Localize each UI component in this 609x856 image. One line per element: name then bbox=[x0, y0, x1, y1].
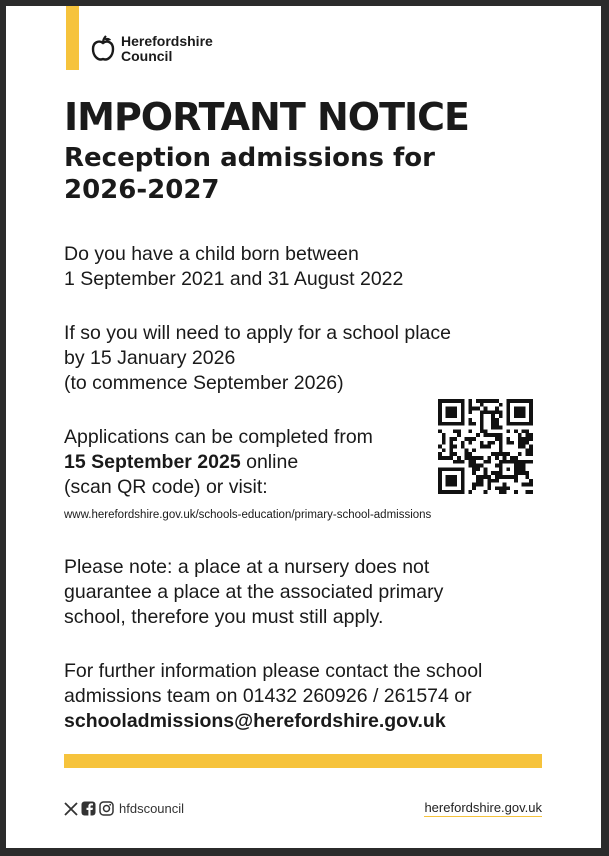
notice-subtitle: Reception admissions for 2026-2027 bbox=[64, 143, 435, 205]
council-name-line1: Herefordshire bbox=[121, 33, 213, 49]
admissions-url[interactable]: www.herefordshire.gov.uk/schools-education/primary-school-admissions bbox=[64, 509, 432, 521]
application-open-date: 15 September 2025 bbox=[64, 451, 241, 473]
nursery-note bbox=[64, 555, 443, 630]
footer-accent-bar bbox=[64, 754, 542, 768]
council-name-line2: Council bbox=[121, 48, 173, 64]
contact-email-text: schooladmissions@herefordshire.gov.uk bbox=[64, 710, 446, 732]
x-icon[interactable] bbox=[64, 802, 78, 816]
applications-line2 bbox=[64, 450, 373, 475]
note-line3: school, therefore you must still apply. bbox=[64, 606, 384, 628]
applications-line3: (scan QR code) or visit: bbox=[64, 476, 268, 498]
notice-page bbox=[6, 6, 601, 848]
deadline-line1: If so you will need to apply for a school place bbox=[64, 322, 451, 344]
applications-line1: Applications can be completed from bbox=[64, 426, 373, 448]
header-accent-bar bbox=[66, 6, 79, 70]
deadline-text bbox=[64, 321, 451, 396]
deadline-line3: (to commence September 2026) bbox=[64, 372, 344, 394]
birth-range-line2: 1 September 2021 and 31 August 2022 bbox=[64, 268, 404, 290]
social-links bbox=[64, 801, 184, 816]
contact-info bbox=[64, 659, 482, 734]
note-line2: guarantee a place at the associated primary bbox=[64, 581, 444, 603]
deadline-line2: by 15 January 2026 bbox=[64, 347, 236, 369]
note-line1: Please note: a place at a nursery does not bbox=[64, 556, 430, 578]
applications-text bbox=[64, 425, 373, 500]
birth-range-line1: Do you have a child born between bbox=[64, 243, 359, 265]
contact-line2: admissions team on 01432 260926 / 261574 or bbox=[64, 685, 472, 707]
contact-line1: For further information please contact the school bbox=[64, 660, 483, 682]
notice-title: IMPORTANT NOTICE bbox=[64, 95, 470, 139]
council-name bbox=[121, 34, 213, 64]
website-link[interactable]: herefordshire.gov.uk bbox=[424, 800, 542, 815]
social-handle[interactable]: hfdscouncil bbox=[119, 801, 185, 816]
application-online-text: online bbox=[240, 451, 299, 473]
instagram-icon[interactable] bbox=[99, 801, 114, 816]
apple-logo-icon bbox=[90, 34, 116, 64]
council-logo bbox=[90, 34, 213, 64]
facebook-icon[interactable] bbox=[81, 801, 96, 816]
birth-range-text bbox=[64, 242, 403, 292]
qr-code-icon[interactable] bbox=[438, 399, 533, 494]
contact-email[interactable] bbox=[64, 709, 482, 734]
